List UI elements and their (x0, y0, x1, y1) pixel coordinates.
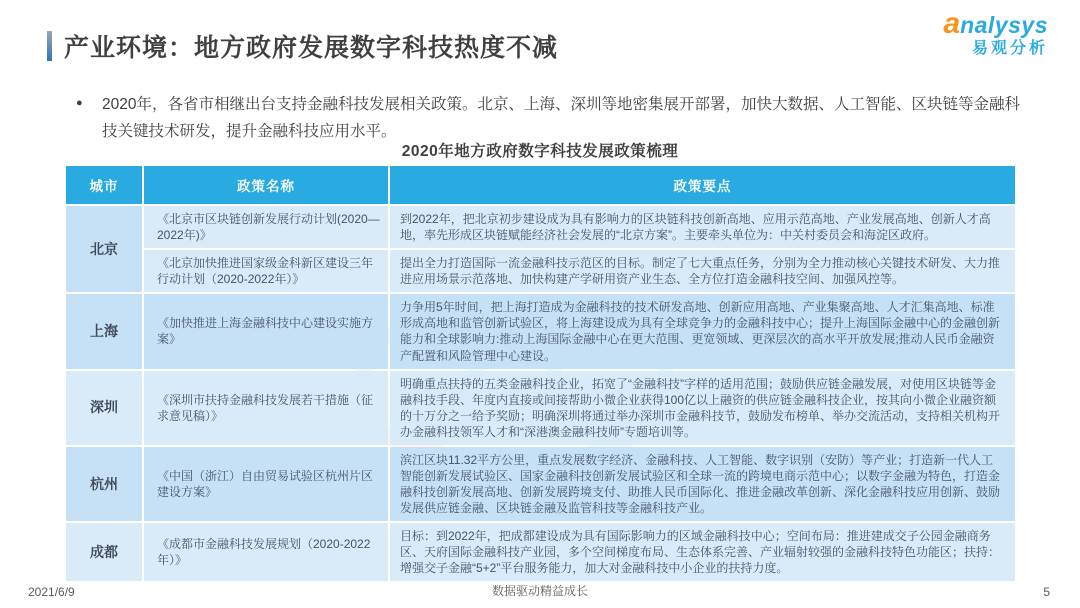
table-title: 2020年地方政府数字科技发展政策梳理 (401, 143, 679, 160)
policy-name-cell: 《北京加快推进国家级金科新区建设三年行动计划（2020-2022年）》 (144, 250, 388, 292)
column-header-city: 城市 (66, 166, 142, 204)
city-cell-beijing: 北京 (66, 206, 142, 292)
slide-header (47, 28, 558, 64)
policy-name-cell: 《中国（浙江）自由贸易试验区杭州片区建设方案》 (144, 447, 388, 521)
table-row-chengdu (66, 523, 1015, 581)
bullet-icon: ● (76, 97, 83, 109)
policy-points-cell: 明确重点扶持的五类金融科技企业，拓宽了“金融科技”字样的适用范围；鼓励供应链金融发展，对使用区块链等金融科技手段、年度内直接或间接帮助小微企业获得100亿以上融资的供应链金融科技企业，按其向小微企业融资额的十万分之一给予奖励；明确深圳将通过举办深圳市金融科技节，鼓励发布榜单、举办交流活动，支持相关机构开办金融科技领军人才和“深港澳金融科技师”专题培训等。 (390, 371, 1015, 445)
logo-chinese-name: 易观分析 (971, 40, 1048, 57)
policy-points-cell: 力争用5年时间，把上海打造成为金融科技的技术研发高地、创新应用高地、产业集聚高地、人才汇集高地、标准形成高地和监管创新试验区，将上海建设成为具有全球竞争力的金融科技中心；提升上海国际金融中心的金融创新能力和全球影响力:推动上海国际金融中心在更大范围、更宽领域、更深层次的高水平开放发展;推动人民币金融资产配置和风险管理中心建设。 (390, 294, 1015, 368)
table-row-shenzhen (66, 371, 1015, 445)
title-accent-bar (47, 31, 52, 61)
table-header-row (66, 166, 1015, 204)
logo-brand-text: nalysys (960, 11, 1048, 38)
policy-points-cell: 目标：到2022年，把成都建设成为具有国际影响力的区域金融科技中心；空间布局：推进建成交子公园金融商务区、天府国际金融科技产业园，多个空间梯度布局、生态体系完善、产业辐射较强的金融科技特色功能区；扶持：增强交子金融“5+2”平台服务能力，加大对金融科技中小企业的扶持力度。 (390, 523, 1015, 581)
table-row-beijing-2 (66, 250, 1015, 292)
policy-table (64, 164, 1017, 583)
intro-paragraph (62, 91, 1022, 145)
page-title: 产业环境：地方政府发展数字科技热度不减 (64, 34, 559, 62)
footer-page-number: 5 (1043, 585, 1050, 599)
policy-name-cell: 《成都市金融科技发展规划（2020-2022年）》 (144, 523, 388, 581)
logo-wordmark (943, 7, 1048, 40)
logo-swirl-a-icon: a (943, 7, 961, 40)
city-cell-chengdu: 成都 (66, 523, 142, 581)
analysys-logo (943, 7, 1048, 58)
city-cell-shanghai: 上海 (66, 294, 142, 368)
policy-points-cell: 滨江区块11.32平方公里，重点发展数字经济、金融科技、人工智能、数字识别（安防）等产业；打造新一代人工智能创新发展试验区、国家金融科技创新发展试验区和全球一流的跨境电商示范中心；以数字金融为特色，打造金融科技创新发展高地、创新发展跨境支付、助推人民币国际化、推进金融改革创新、深化金融科技应用创新、鼓励发展供应链金融、区块链金融及监管科技等金融科技产业。 (390, 447, 1015, 521)
column-header-policy-name: 政策名称 (144, 166, 388, 204)
policy-points-cell: 到2022年，把北京初步建设成为具有影响力的区块链科技创新高地、应用示范高地、产业发展高地、创新人才高地，率先形成区块链赋能经济社会发展的“北京方案”。主要牵头单位为：中关村委员会和海淀区政府。 (390, 206, 1015, 248)
footer-slogan: 数据驱动精益成长 (491, 584, 588, 598)
city-cell-shenzhen: 深圳 (66, 371, 142, 445)
city-cell-hangzhou: 杭州 (66, 447, 142, 521)
footer-date: 2021/6/9 (28, 585, 75, 599)
policy-name-cell: 《北京市区块链创新发展行动计划(2020—2022年)》 (144, 206, 388, 248)
table-row-beijing-1 (66, 206, 1015, 248)
table-row-hangzhou (66, 447, 1015, 521)
column-header-policy-points: 政策要点 (390, 166, 1015, 204)
intro-text: 2020年，各省市相继出台支持金融科技发展相关政策。北京、上海、深圳等地密集展开部署，加快大数据、人工智能、区块链等金融科技关键技术研发，提升金融科技应用水平。 (102, 96, 1020, 141)
policy-name-cell: 《加快推进上海金融科技中心建设实施方案》 (144, 294, 388, 368)
policy-points-cell: 提出全力打造国际一流金融科技示范区的目标。制定了七大重点任务，分别为全力推动核心关键技术研发、大力推进应用场景示范落地、加快构建产学研用资产业生态、全方位打造金融科技空间、加强风控等。 (390, 250, 1015, 292)
table-row-shanghai (66, 294, 1015, 368)
policy-name-cell: 《深圳市扶持金融科技发展若干措施（征求意见稿）》 (144, 371, 388, 445)
